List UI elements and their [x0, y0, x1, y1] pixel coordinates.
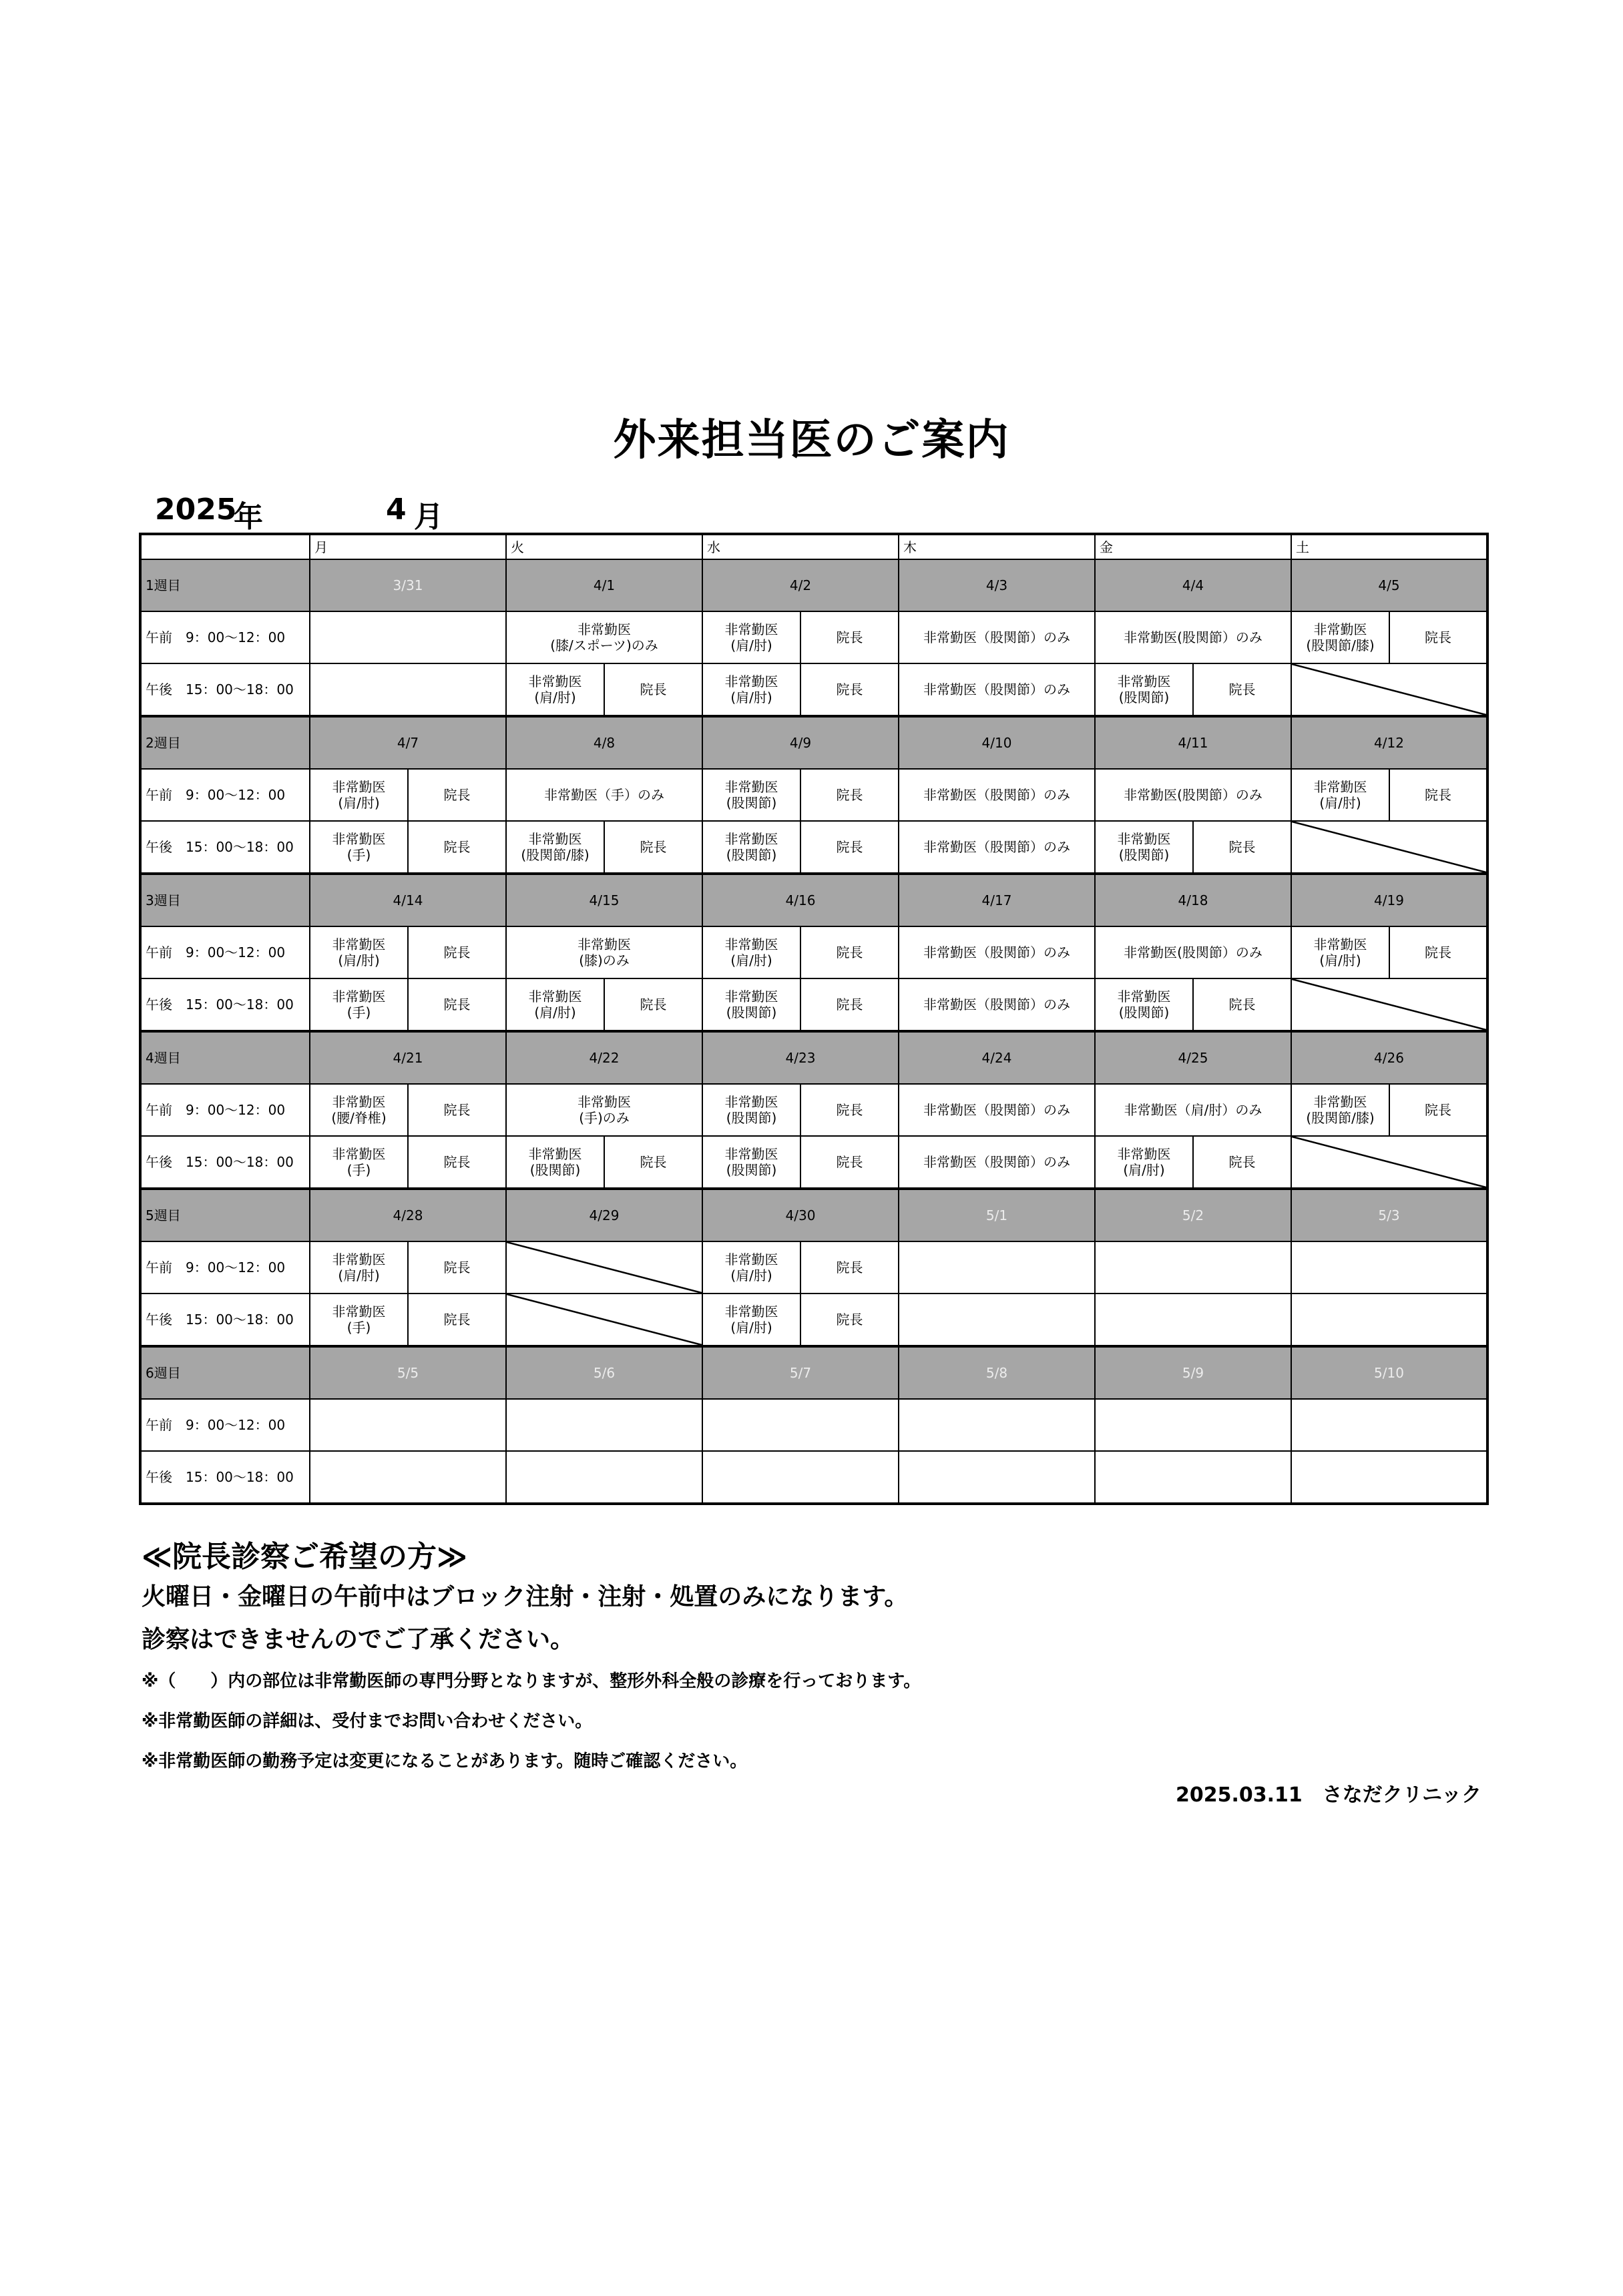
doctor-specialty: (股関節): [1118, 689, 1170, 705]
doctor-slot: [506, 821, 604, 874]
year-unit: 年: [234, 500, 263, 534]
empty-slot: [702, 1451, 899, 1504]
doctor-name: 非常勤医: [724, 1251, 778, 1267]
doctor-slot: 非常勤医（股関節）のみ: [899, 1084, 1095, 1136]
empty-slot: [1291, 1451, 1487, 1504]
date-cell: 5/1: [899, 1189, 1095, 1241]
date-cell: 5/9: [1095, 1346, 1291, 1399]
director-slot: 院長: [408, 1241, 506, 1294]
month-value: 4: [386, 493, 407, 527]
footer-date-clinic: 2025.03.11 さなだクリニック: [1176, 1783, 1481, 1807]
closed-slot: [506, 1294, 702, 1346]
doctor-specialty: (手): [346, 1320, 371, 1336]
doctor-name: 非常勤医: [724, 779, 778, 795]
doctor-name: 非常勤医: [332, 1146, 386, 1162]
doctor-name: 非常勤医: [332, 1094, 386, 1110]
day-header-cell: 木: [899, 534, 1095, 559]
director-slot: 院長: [800, 611, 899, 663]
doctor-slot: 非常勤医(股関節）のみ: [1095, 611, 1291, 663]
week-date-row: [140, 1031, 1487, 1084]
director-slot: 院長: [800, 926, 899, 978]
time-slot-label: 午前 9：00～12：00: [140, 1084, 310, 1136]
doctor-slot: [1095, 978, 1193, 1031]
date-cell: 4/7: [310, 716, 506, 769]
morning-row: [140, 1241, 1487, 1294]
empty-slot: [899, 1241, 1095, 1294]
date-cell: 4/12: [1291, 716, 1487, 769]
closed-slot: [506, 1241, 702, 1294]
date-cell: 4/8: [506, 716, 702, 769]
empty-slot: [1095, 1294, 1291, 1346]
doctor-slot: [702, 1294, 800, 1346]
doctor-specialty: (股関節/膝): [1306, 1110, 1375, 1126]
doctor-slot: 非常勤医（股関節）のみ: [899, 1136, 1095, 1189]
doctor-specialty: (股関節): [726, 1110, 777, 1126]
time-slot-label: 午後 15：00～18：00: [140, 978, 310, 1031]
closed-slot: [1291, 1136, 1487, 1189]
doctor-slot: [1095, 1136, 1193, 1189]
date-cell: 5/7: [702, 1346, 899, 1399]
date-cell: 3/31: [310, 559, 506, 611]
week-date-row: [140, 1346, 1487, 1399]
day-header-cell: 水: [702, 534, 899, 559]
doctor-specialty: (肩/肘): [1123, 1162, 1165, 1178]
doctor-name: 非常勤医: [1313, 621, 1367, 637]
afternoon-row: [140, 1294, 1487, 1346]
doctor-specialty: (手): [346, 1162, 371, 1178]
empty-slot: [310, 1451, 506, 1504]
doctor-slot: [702, 1084, 800, 1136]
day-header-cell: 金: [1095, 534, 1291, 559]
note-line: ※非常勤医師の勤務予定は変更になることがあります。随時ご確認ください。: [142, 1751, 748, 1771]
time-slot-label: 午後 15：00～18：00: [140, 1136, 310, 1189]
director-slot: 院長: [604, 663, 702, 716]
date-cell: 5/2: [1095, 1189, 1291, 1241]
year-value: 2025: [155, 493, 237, 527]
date-cell: 4/22: [506, 1031, 702, 1084]
doctor-name: 非常勤医: [1117, 1146, 1171, 1162]
director-slot: 院長: [408, 1084, 506, 1136]
doctor-slot: [702, 926, 800, 978]
doctor-name: 非常勤医: [332, 1304, 386, 1320]
doctor-slot: [506, 1136, 604, 1189]
doctor-slot: 非常勤医(股関節）のみ: [1095, 926, 1291, 978]
doctor-specialty: (肩/肘): [338, 795, 380, 811]
doctor-specialty: (肩/肘): [534, 689, 576, 705]
empty-slot: [899, 1399, 1095, 1451]
date-cell: 4/28: [310, 1189, 506, 1241]
director-slot: 院長: [1389, 611, 1487, 663]
time-slot-label: 午後 15：00～18：00: [140, 1451, 310, 1504]
note-line: ※非常勤医師の詳細は、受付までお問い合わせください。: [142, 1711, 593, 1731]
schedule-table: [139, 533, 1489, 1505]
afternoon-row: [140, 978, 1487, 1031]
doctor-slot: [702, 663, 800, 716]
doctor-slot: [506, 1084, 702, 1136]
empty-slot: [1291, 1241, 1487, 1294]
director-slot: 院長: [800, 978, 899, 1031]
empty-slot: [310, 611, 506, 663]
month-unit: 月: [414, 500, 443, 534]
director-slot: 院長: [800, 663, 899, 716]
director-slot: 院長: [800, 1241, 899, 1294]
doctor-name: 非常勤医: [577, 1094, 631, 1110]
doctor-slot: [310, 1136, 408, 1189]
closed-slot: [1291, 821, 1487, 874]
morning-row: [140, 611, 1487, 663]
week-label: 5週目: [140, 1189, 310, 1241]
doctor-name: 非常勤医: [528, 673, 582, 689]
note-line: ※（ ）内の部位は非常勤医師の専門分野となりますが、整形外科全般の診療を行っております。: [142, 1671, 921, 1691]
week-date-row: [140, 716, 1487, 769]
doctor-slot: 非常勤医（肩/肘）のみ: [1095, 1084, 1291, 1136]
director-slot: 院長: [1193, 1136, 1291, 1189]
closed-slot: [1291, 978, 1487, 1031]
date-cell: 4/16: [702, 874, 899, 926]
doctor-slot: [702, 611, 800, 663]
doctor-slot: [506, 978, 604, 1031]
doctor-slot: [1291, 611, 1389, 663]
doctor-slot: 非常勤医（股関節）のみ: [899, 663, 1095, 716]
doctor-slot: [310, 926, 408, 978]
director-slot: 院長: [1193, 663, 1291, 716]
afternoon-row: [140, 821, 1487, 874]
doctor-specialty: (膝/スポーツ)のみ: [550, 637, 658, 653]
doctor-specialty: (肩/肘): [730, 1320, 772, 1336]
doctor-name: 非常勤医: [332, 1251, 386, 1267]
doctor-specialty: (手)のみ: [579, 1110, 630, 1126]
doctor-slot: [506, 926, 702, 978]
time-slot-label: 午後 15：00～18：00: [140, 821, 310, 874]
doctor-slot: 非常勤医（股関節）のみ: [899, 769, 1095, 821]
doctor-specialty: (肩/肘): [534, 1005, 576, 1021]
doctor-name: 非常勤医: [332, 831, 386, 847]
doctor-slot: [1291, 926, 1389, 978]
doctor-specialty: (腰/脊椎): [331, 1110, 387, 1126]
week-label: 4週目: [140, 1031, 310, 1084]
afternoon-row: [140, 1136, 1487, 1189]
doctor-slot: [310, 1294, 408, 1346]
empty-slot: [1291, 1399, 1487, 1451]
date-cell: 4/1: [506, 559, 702, 611]
time-slot-label: 午後 15：00～18：00: [140, 663, 310, 716]
date-cell: 4/17: [899, 874, 1095, 926]
time-slot-label: 午前 9：00～12：00: [140, 611, 310, 663]
time-slot-label: 午前 9：00～12：00: [140, 1241, 310, 1294]
director-slot: 院長: [800, 1136, 899, 1189]
empty-slot: [1095, 1399, 1291, 1451]
doctor-name: 非常勤医: [724, 831, 778, 847]
doctor-name: 非常勤医: [1313, 1094, 1367, 1110]
time-slot-label: 午前 9：00～12：00: [140, 769, 310, 821]
director-slot: 院長: [1389, 926, 1487, 978]
director-slot: 院長: [604, 821, 702, 874]
doctor-specialty: (肩/肘): [1319, 952, 1361, 968]
empty-slot: [506, 1451, 702, 1504]
doctor-name: 非常勤医: [1313, 779, 1367, 795]
week-date-row: [140, 1189, 1487, 1241]
doctor-name: 非常勤医: [577, 936, 631, 952]
doctor-slot: [310, 1241, 408, 1294]
director-slot: 院長: [408, 1136, 506, 1189]
doctor-slot: [1291, 1084, 1389, 1136]
doctor-specialty: (股関節): [726, 1162, 777, 1178]
doctor-name: 非常勤医: [724, 1094, 778, 1110]
morning-row: [140, 1084, 1487, 1136]
director-slot: 院長: [604, 1136, 702, 1189]
week-label: 6週目: [140, 1346, 310, 1399]
date-cell: 4/4: [1095, 559, 1291, 611]
doctor-slot: [506, 663, 604, 716]
doctor-name: 非常勤医: [1117, 988, 1171, 1005]
date-cell: 4/11: [1095, 716, 1291, 769]
doctor-name: 非常勤医: [724, 1304, 778, 1320]
week-label: 1週目: [140, 559, 310, 611]
doctor-name: 非常勤医: [724, 673, 778, 689]
doctor-specialty: (手): [346, 847, 371, 863]
date-cell: 5/3: [1291, 1189, 1487, 1241]
doctor-name: 非常勤医: [1117, 831, 1171, 847]
director-slot: 院長: [1389, 769, 1487, 821]
director-slot: 院長: [1193, 821, 1291, 874]
director-slot: 院長: [800, 1084, 899, 1136]
doctor-name: 非常勤医: [724, 988, 778, 1005]
day-header-row: [140, 534, 1487, 559]
doctor-specialty: (股関節): [726, 847, 777, 863]
doctor-slot: 非常勤医(股関節）のみ: [1095, 769, 1291, 821]
director-slot: 院長: [1193, 978, 1291, 1031]
doctor-slot: 非常勤医（手）のみ: [506, 769, 702, 821]
date-cell: 4/14: [310, 874, 506, 926]
doctor-specialty: (股関節): [1118, 1005, 1170, 1021]
date-cell: 4/23: [702, 1031, 899, 1084]
day-header-cell: 火: [506, 534, 702, 559]
doctor-specialty: (肩/肘): [1319, 795, 1361, 811]
doctor-slot: 非常勤医（股関節）のみ: [899, 978, 1095, 1031]
doctor-slot: [702, 769, 800, 821]
week-date-row: [140, 559, 1487, 611]
doctor-specialty: (肩/肘): [730, 637, 772, 653]
empty-slot: [310, 663, 506, 716]
doctor-slot: [702, 1136, 800, 1189]
date-cell: 5/10: [1291, 1346, 1487, 1399]
doctor-slot: [702, 1241, 800, 1294]
empty-slot: [899, 1451, 1095, 1504]
doctor-name: 非常勤医: [332, 936, 386, 952]
doctor-specialty: (膝)のみ: [579, 952, 630, 968]
empty-slot: [899, 1294, 1095, 1346]
doctor-slot: [310, 1084, 408, 1136]
date-cell: 4/10: [899, 716, 1095, 769]
empty-slot: [1095, 1241, 1291, 1294]
date-cell: 4/9: [702, 716, 899, 769]
time-slot-label: 午前 9：00～12：00: [140, 1399, 310, 1451]
date-cell: 4/3: [899, 559, 1095, 611]
director-slot: 院長: [800, 1294, 899, 1346]
doctor-name: 非常勤医: [724, 1146, 778, 1162]
date-cell: 4/25: [1095, 1031, 1291, 1084]
empty-slot: [310, 1399, 506, 1451]
doctor-slot: [506, 611, 702, 663]
doctor-slot: [702, 821, 800, 874]
notes-heading: ≪院長診察ご希望の方≫: [142, 1540, 468, 1574]
doctor-specialty: (肩/肘): [338, 1267, 380, 1283]
doctor-slot: [310, 769, 408, 821]
date-cell: 4/30: [702, 1189, 899, 1241]
empty-slot: [1291, 1294, 1487, 1346]
day-header-cell: 土: [1291, 534, 1487, 559]
doctor-name: 非常勤医: [332, 779, 386, 795]
doctor-specialty: (肩/肘): [730, 952, 772, 968]
doctor-slot: 非常勤医（股関節）のみ: [899, 821, 1095, 874]
day-header-cell: 月: [310, 534, 506, 559]
doctor-specialty: (股関節): [726, 795, 777, 811]
director-slot: 院長: [604, 978, 702, 1031]
doctor-slot: [310, 978, 408, 1031]
doctor-specialty: (股関節): [529, 1162, 581, 1178]
director-slot: 院長: [408, 978, 506, 1031]
date-cell: 5/8: [899, 1346, 1095, 1399]
doctor-name: 非常勤医: [1313, 936, 1367, 952]
closed-slot: [1291, 663, 1487, 716]
morning-row: [140, 926, 1487, 978]
doctor-slot: 非常勤医（股関節）のみ: [899, 611, 1095, 663]
week-label: 2週目: [140, 716, 310, 769]
date-cell: 4/24: [899, 1031, 1095, 1084]
director-slot: 院長: [1389, 1084, 1487, 1136]
doctor-name: 非常勤医: [332, 988, 386, 1005]
afternoon-row: [140, 663, 1487, 716]
date-cell: 4/26: [1291, 1031, 1487, 1084]
doctor-slot: [702, 978, 800, 1031]
doctor-slot: [310, 821, 408, 874]
doctor-slot: 非常勤医（股関節）のみ: [899, 926, 1095, 978]
director-slot: 院長: [408, 926, 506, 978]
empty-slot: [506, 1399, 702, 1451]
doctor-slot: [1291, 769, 1389, 821]
morning-row: [140, 769, 1487, 821]
doctor-specialty: (肩/肘): [338, 952, 380, 968]
doctor-name: 非常勤医: [528, 1146, 582, 1162]
date-cell: 4/15: [506, 874, 702, 926]
director-slot: 院長: [800, 821, 899, 874]
doctor-specialty: (股関節): [1118, 847, 1170, 863]
director-slot: 院長: [408, 769, 506, 821]
doctor-slot: [1095, 663, 1193, 716]
doctor-specialty: (股関節/膝): [521, 847, 590, 863]
doctor-name: 非常勤医: [724, 936, 778, 952]
director-slot: 院長: [408, 1294, 506, 1346]
date-cell: 4/5: [1291, 559, 1487, 611]
director-slot: 院長: [408, 821, 506, 874]
afternoon-row: [140, 1451, 1487, 1504]
week-date-row: [140, 874, 1487, 926]
date-cell: 5/5: [310, 1346, 506, 1399]
doctor-name: 非常勤医: [528, 831, 582, 847]
time-slot-label: 午前 9：00～12：00: [140, 926, 310, 978]
corner-cell: [140, 534, 310, 559]
doctor-name: 非常勤医: [1117, 673, 1171, 689]
doctor-name: 非常勤医: [528, 988, 582, 1005]
empty-slot: [702, 1399, 899, 1451]
note-line: 診察はできませんのでご了承ください。: [142, 1626, 575, 1653]
note-line: 火曜日・金曜日の午前中はブロック注射・注射・処置のみになります。: [142, 1583, 909, 1611]
date-cell: 4/21: [310, 1031, 506, 1084]
doctor-specialty: (肩/肘): [730, 689, 772, 705]
doctor-name: 非常勤医: [724, 621, 778, 637]
page-title: 外来担当医のご案内: [613, 416, 1010, 465]
doctor-name: 非常勤医: [577, 621, 631, 637]
doctor-specialty: (股関節): [726, 1005, 777, 1021]
doctor-slot: [1095, 821, 1193, 874]
date-cell: 4/18: [1095, 874, 1291, 926]
date-cell: 4/2: [702, 559, 899, 611]
morning-row: [140, 1399, 1487, 1451]
date-cell: 4/19: [1291, 874, 1487, 926]
director-slot: 院長: [800, 769, 899, 821]
doctor-specialty: (股関節/膝): [1306, 637, 1375, 653]
empty-slot: [1095, 1451, 1291, 1504]
date-cell: 4/29: [506, 1189, 702, 1241]
date-cell: 5/6: [506, 1346, 702, 1399]
doctor-specialty: (手): [346, 1005, 371, 1021]
week-label: 3週目: [140, 874, 310, 926]
doctor-specialty: (肩/肘): [730, 1267, 772, 1283]
time-slot-label: 午後 15：00～18：00: [140, 1294, 310, 1346]
